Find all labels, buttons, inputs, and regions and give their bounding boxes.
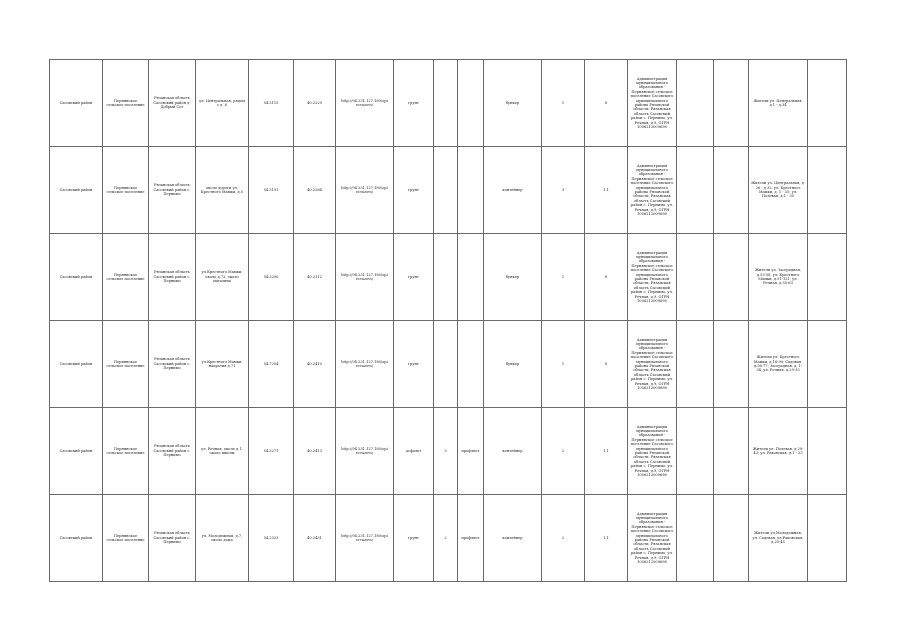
empty-cell (714, 495, 749, 582)
empty-cell (677, 234, 714, 321)
map-link-cell[interactable]: http://94.231.127.180/opi ecvazovs/ (336, 147, 394, 234)
container-volume-cell: 1.1 (585, 147, 628, 234)
address-cell: ул.Крестного Мамки, около д.72, около магазина (196, 234, 249, 321)
fence-type-cell (458, 321, 484, 408)
container-volume-cell: 1.1 (585, 408, 628, 495)
waste-sources-cell: Жители ул. Крестного Мамки, д.16-90; Садовая, д.56-77; Заоградная, д. 1-34; ул. Речная, д.29-35 (749, 321, 808, 408)
latitude-cell: 54.3271 (249, 408, 294, 495)
longitude-cell: 40.2431 (294, 495, 336, 582)
fence-height-cell: 2 (434, 495, 458, 582)
region-cell: Рязанская область Сасовский район с. Пернимо (149, 147, 196, 234)
table-row (50, 495, 847, 582)
latitude-cell: 54.3115 (249, 60, 294, 147)
district-cell: Сасовский район (50, 321, 103, 408)
empty-cell (808, 495, 847, 582)
surface-cell: грунт (394, 234, 434, 321)
container-volume-cell: 1.1 (585, 495, 628, 582)
waste-sources-cell: Жители ул. Полевая, д.29-43; ул. Раковская, д.1 - 23 (749, 408, 808, 495)
container-count-cell: 2 (542, 408, 585, 495)
address-cell: ул. Центральная, рядом с д. 6 (196, 60, 249, 147)
empty-cell (714, 60, 749, 147)
region-cell: Рязанская область Сасовский район с. Пернимо (149, 408, 196, 495)
owner-cell: Администрация муниципального образования - Пернянское сельское поселение Сасовского муниципального района Рязанской области, Рязанская область Сасовский район с. Пернимо, ул. Речная, д.9, ОГРН 1056212009698 (628, 408, 677, 495)
table-body (50, 60, 847, 582)
district-cell: Сасовский район (50, 495, 103, 582)
waste-sources-cell: Жители ул.Молодежная, ул. Садовая, ул.Раковская, д.25-45 (749, 495, 808, 582)
empty-cell (677, 408, 714, 495)
address-cell: около дороги ул. Крестного Мамки, д.5 (196, 147, 249, 234)
container-count-cell: 1 (542, 321, 585, 408)
settlement-cell: Пернянское сельское поселение (103, 147, 149, 234)
settlement-cell: Пернянское сельское поселение (103, 234, 149, 321)
region-cell: Рязанская область Сасовский район с. Пернимо (149, 321, 196, 408)
register-table (49, 59, 847, 582)
table-row (50, 147, 847, 234)
waste-sources-cell: Жители ул. Заоградная, д.53-58, ул. Крестного Мамки, д.91-121; ул. Речная, д.55-63 (749, 234, 808, 321)
empty-cell (677, 495, 714, 582)
fence-height-cell (434, 234, 458, 321)
container-type-cell: контейнер (484, 408, 542, 495)
district-cell: Сасовский район (50, 234, 103, 321)
region-cell: Рязанская область Сасовский район с. Пернимо (149, 495, 196, 582)
fence-height-cell (434, 60, 458, 147)
surface-cell: грунт (394, 60, 434, 147)
owner-cell: Администрация муниципального образования - Пернянское сельское поселение Сасовского муниципального района Рязанской области, Рязанская область Сасовский район с. Пернимо, ул. Речная, д.9, ОГРН 1056212009698 (628, 147, 677, 234)
container-count-cell: 2 (542, 495, 585, 582)
latitude-cell: 54.3191 (249, 147, 294, 234)
empty-cell (714, 234, 749, 321)
empty-cell (808, 321, 847, 408)
fence-height-cell: 3 (434, 408, 458, 495)
container-count-cell: 1 (542, 234, 585, 321)
empty-cell (677, 321, 714, 408)
settlement-cell: Пернянское сельское поселение (103, 408, 149, 495)
table-row (50, 60, 847, 147)
region-cell: Рязанская область Сасовский район д. Добрый Сот (149, 60, 196, 147)
district-cell: Сасовский район (50, 147, 103, 234)
owner-cell: Администрация муниципального образования - Пернянское сельское поселение Сасовского муниципального района Рязанской области, Рязанская область Сасовский район с. Пернимо, ул. Речная, д.9, ОГРН 1056212009698 (628, 234, 677, 321)
empty-cell (714, 408, 749, 495)
fence-type-cell (458, 60, 484, 147)
owner-cell: Администрация муниципального образования - Пернянское сельское поселение Сасовского муниципального района Рязанской области, Рязанская область Сасовский район с. Пернимо, ул. Речная, д.9, ОГРН 1056212009698 (628, 495, 677, 582)
waste-sources-cell: Жители ул. Центральная, д.1 - д.34 (749, 60, 808, 147)
empty-cell (677, 147, 714, 234)
container-type-cell: бункер (484, 234, 542, 321)
settlement-cell: Пернянское сельское поселение (103, 60, 149, 147)
settlement-cell: Пернянское сельское поселение (103, 495, 149, 582)
empty-cell (808, 60, 847, 147)
container-volume-cell: 8 (585, 60, 628, 147)
region-cell: Рязанская область Сасовский район с. Пернимо (149, 234, 196, 321)
empty-cell (808, 147, 847, 234)
container-volume-cell: 8 (585, 234, 628, 321)
address-cell: ул. Речная, около д.1, около школы (196, 408, 249, 495)
longitude-cell: 40.2284 (294, 147, 336, 234)
container-type-cell: бункер (484, 60, 542, 147)
map-link-cell[interactable]: http://94.231.127.180/opi ecvazovs/ (336, 60, 394, 147)
table-row (50, 234, 847, 321)
fence-height-cell (434, 321, 458, 408)
surface-cell: грунт (394, 495, 434, 582)
fence-height-cell (434, 147, 458, 234)
fence-type-cell (458, 234, 484, 321)
surface-cell: асфальт (394, 408, 434, 495)
longitude-cell: 40.2112 (294, 234, 336, 321)
fence-type-cell: профлист (458, 495, 484, 582)
address-cell: ул.Крестного Мамки, напротив д.71 (196, 321, 249, 408)
empty-cell (714, 321, 749, 408)
container-type-cell: контейнер (484, 147, 542, 234)
longitude-cell: 40.2410 (294, 321, 336, 408)
container-type-cell: контейнер (484, 495, 542, 582)
container-volume-cell: 8 (585, 321, 628, 408)
map-link-cell[interactable]: http://94.231.127.180/opi ecvazovs/ (336, 495, 394, 582)
empty-cell (714, 147, 749, 234)
district-cell: Сасовский район (50, 408, 103, 495)
fence-type-cell: профлист (458, 408, 484, 495)
longitude-cell: 40.2229 (294, 60, 336, 147)
fence-type-cell (458, 147, 484, 234)
map-link-cell[interactable]: http://94.231.127.180/opi ecvazovs/ (336, 408, 394, 495)
owner-cell: Администрация муниципального образования - Пернянское сельское поселение Сасовского муниципального района Рязанской области, Рязанская область Сасовский район с. Пернимо, ул. Речная, д.9, ОГРН 1056212009698 (628, 321, 677, 408)
empty-cell (808, 234, 847, 321)
container-type-cell: бункер (484, 321, 542, 408)
empty-cell (808, 408, 847, 495)
map-link-cell[interactable]: http://94.231.127.180/opi ecvazovs/ (336, 234, 394, 321)
latitude-cell: 54.7254 (249, 321, 294, 408)
longitude-cell: 40.2413 (294, 408, 336, 495)
latitude-cell: 54.2323 (249, 495, 294, 582)
table-row (50, 408, 847, 495)
address-cell: ул. Молодежная, д.7, около дома (196, 495, 249, 582)
map-link-cell[interactable]: http://94.231.127.180/opi ecvazovs/ (336, 321, 394, 408)
owner-cell: Администрация муниципального образования - Пернянское сельское поселение Сасовского муниципального района Рязанской области, Рязанская область Сасовский район с. Пернимо, ул. Речная, д.9, ОГРН 1056212009698 (628, 60, 677, 147)
empty-cell (677, 60, 714, 147)
container-count-cell: 3 (542, 147, 585, 234)
latitude-cell: 54.3290 (249, 234, 294, 321)
district-cell: Сасовский район (50, 60, 103, 147)
table-row (50, 321, 847, 408)
surface-cell: грунт (394, 147, 434, 234)
container-count-cell: 1 (542, 60, 585, 147)
settlement-cell: Пернянское сельское поселение (103, 321, 149, 408)
waste-sources-cell: Жители ул. Центральная, д. 26 - д.32, ул. Крестного Мамки, д. 1 - 35; ул. Полевая, д.1 - 35 (749, 147, 808, 234)
surface-cell: грунт (394, 321, 434, 408)
